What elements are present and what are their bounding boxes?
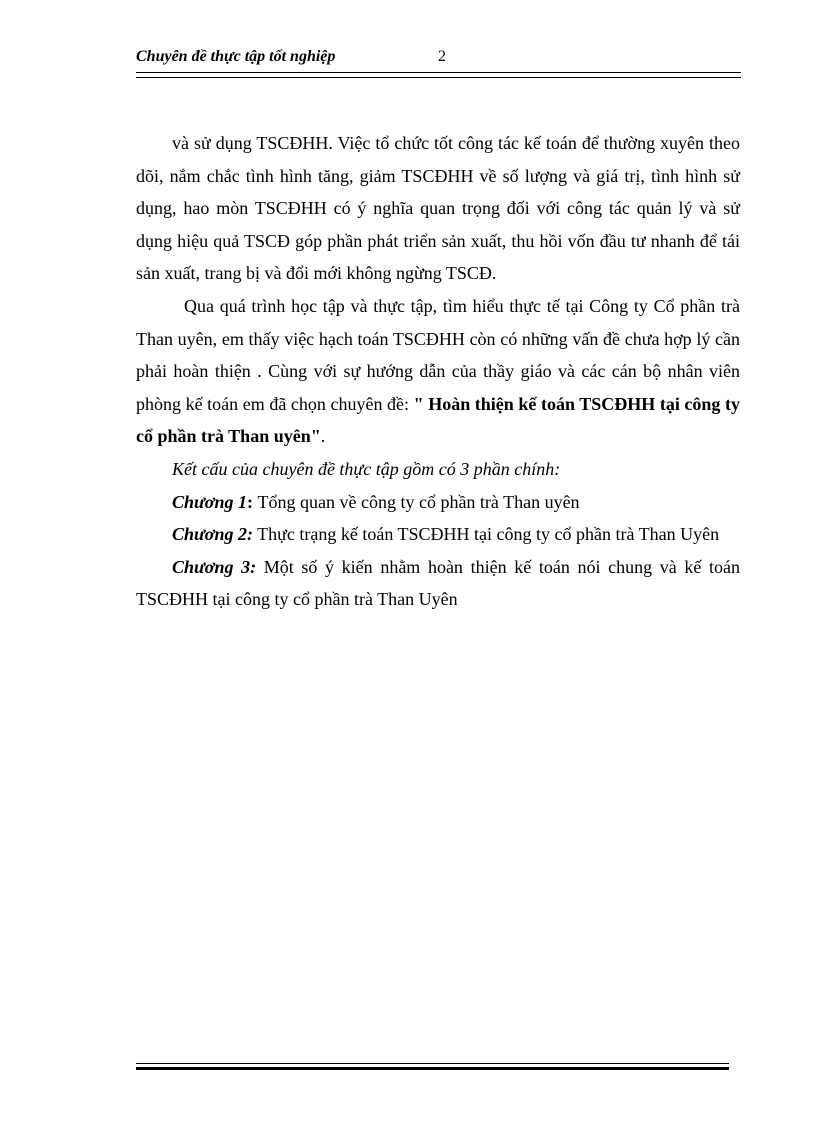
chapter-2	[136, 518, 740, 551]
header-title: Chuyên đề thực tập tốt nghiệp	[136, 48, 336, 65]
footer-double-rule	[136, 1063, 729, 1070]
page-number: 2	[438, 48, 446, 65]
chapter-1-sep: :	[246, 491, 258, 512]
chapter-3-text: Một số ý kiến nhằm hoàn thiện kế toán nói chung và kế toán TSCĐHH tại công ty cổ phần trà Than Uyên	[136, 556, 740, 610]
chapter-1-text: Tổng quan về công ty cổ phần trà Than uyên	[257, 491, 580, 512]
paragraph-topic-text: Qua quá trình học tập và thực tập, tìm hiểu thực tế tại Công ty Cổ phần trà Than uyên, em thấy việc hạch toán TSCĐHH còn có những vấn đề chưa hợp lý cần phải hoàn thiện . Cùng với sự hướng dẫn của thầy giáo và các cán bộ nhân viên phòng kế toán em đã chọn chuyên đề:	[136, 295, 740, 414]
paragraph-intro: và sử dụng TSCĐHH. Việc tổ chức tốt công tác kế toán để thường xuyên theo dõi, nắm chắc tình hình tăng, giảm TSCĐHH về số lượng và giá trị, tình hình sử dụng, hao mòn TSCĐHH có ý nghĩa quan trọng đối với công tác quản lý và sử dụng hiệu quả TSCĐ góp phần phát triển sản xuất, thu hồi vốn đầu tư nhanh để tái sản xuất, trang bị và đổi mới không ngừng TSCĐ.	[136, 133, 740, 284]
chapter-3-label: Chương 3:	[172, 556, 257, 577]
chapter-3-sep	[256, 557, 264, 577]
topic-title: " Hoàn thiện kế toán TSCĐHH tại công ty cổ phần trà Than uyên"	[136, 393, 740, 447]
chapter-1-label: Chương 1	[172, 491, 247, 512]
chapter-1	[136, 486, 740, 519]
paragraph-topic	[136, 290, 740, 453]
chapter-3	[136, 551, 740, 616]
structure-intro: Kết cấu của chuyên đề thực tập gồm có 3 phần chính:	[172, 458, 561, 479]
document-body	[136, 127, 740, 616]
paragraph-topic-end: .	[320, 426, 326, 447]
chapter-2-label: Chương 2:	[172, 524, 253, 545]
chapter-2-text: Thực trạng kế toán TSCĐHH tại công ty cổ phần trà Than Uyên	[257, 524, 720, 545]
page-header	[136, 48, 741, 70]
header-double-rule	[136, 72, 741, 78]
